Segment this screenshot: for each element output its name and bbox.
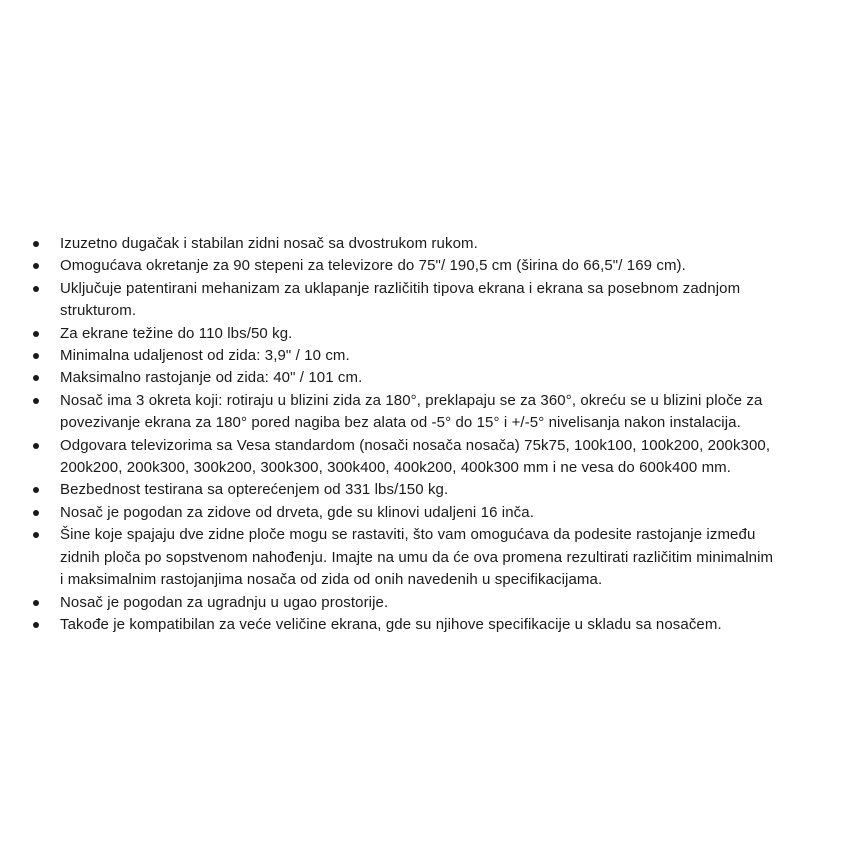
- feature-list: [28, 233, 828, 636]
- list-item: [28, 233, 828, 255]
- list-item: [28, 345, 828, 367]
- bullet-icon: [33, 353, 39, 359]
- text-line: Bezbednost testirana sa opterećenjem od 331 lbs/150 kg.: [60, 481, 449, 499]
- list-item-text: [60, 435, 828, 480]
- bullet-icon: [33, 398, 39, 404]
- text-line: Maksimalno rastojanje od zida: 40" / 101 cm.: [60, 369, 363, 387]
- bullet-icon: [33, 443, 39, 449]
- list-item-text: [60, 502, 828, 524]
- list-item-text: [60, 367, 828, 389]
- text-line: strukturom.: [60, 302, 137, 320]
- text-line: zidnih ploča po sopstvenom nahođenju. Imajte na umu da će ova promena rezultirati različitim minimalnim: [60, 548, 774, 566]
- list-item-text: [60, 390, 828, 435]
- text-line: Takođe je kompatibilan za veće veličine ekrana, gde su njihove specifikacije u skladu sa nosačem.: [60, 615, 722, 633]
- text-line: Omogućava okretanje za 90 stepeni za televizore do 75"/ 190,5 cm (širina do 66,5"/ 169 cm).: [60, 257, 686, 275]
- list-item: [28, 255, 828, 277]
- list-item: [28, 592, 828, 614]
- bullet-icon: [33, 532, 39, 538]
- list-item: [28, 367, 828, 389]
- text-line: Izuzetno dugačak i stabilan zidni nosač sa dvostrukom rukom.: [60, 235, 478, 252]
- text-line: Nosač je pogodan za zidove od drveta, gde su klinovi udaljeni 16 inča.: [60, 503, 534, 521]
- text-line: Minimalna udaljenost od zida: 3,9" / 10 cm.: [60, 347, 350, 365]
- bullet-icon: [33, 286, 39, 292]
- list-item: [28, 524, 828, 591]
- text-line: i maksimalnim rastojanjima nosača od zida od onih navedenih u specifikacijama.: [60, 571, 603, 589]
- list-item: [28, 390, 828, 435]
- text-line: povezivanje ekrana za 180° pored nagiba bez alata od -5° do 15° i +/-5° nivelisanja nakon instalacija.: [60, 414, 741, 432]
- bullet-icon: [33, 263, 39, 269]
- text-line: Za ekrane težine do 110 lbs/50 kg.: [60, 324, 293, 342]
- text-line: Nosač je pogodan za ugradnju u ugao prostorije.: [60, 593, 389, 611]
- list-item-text: [60, 233, 828, 255]
- bullet-icon: [33, 487, 39, 493]
- text-line: Odgovara televizorima sa Vesa standardom (nosači nosača nosača) 75k75, 100k100, 100k200, 200k300,: [60, 436, 771, 454]
- bullet-icon: [33, 331, 39, 337]
- list-item-text: [60, 479, 828, 501]
- list-item-text: [60, 345, 828, 367]
- list-item-text: [60, 592, 828, 614]
- list-item-text: [60, 614, 828, 636]
- list-item-text: [60, 255, 828, 277]
- text-line: Nosač ima 3 okreta koji: rotiraju u blizini zida za 180°, preklapaju se za 360°, okreću se u blizini ploče za: [60, 391, 763, 409]
- list-item-text: [60, 323, 828, 345]
- list-item: [28, 479, 828, 501]
- bullet-icon: [33, 600, 39, 606]
- text-line: 200k200, 200k300, 300k200, 300k300, 300k400, 400k200, 400k300 mm i ne vesa do 600k400 mm.: [60, 459, 732, 477]
- list-item: [28, 278, 828, 323]
- list-item-text: [60, 278, 828, 323]
- bullet-icon: [33, 375, 39, 381]
- list-item: [28, 502, 828, 524]
- list-item: [28, 323, 828, 345]
- text-line: Uključuje patentirani mehanizam za uklapanje različitih tipova ekrana i ekrana sa posebnom zadnjom: [60, 279, 741, 297]
- text-line: Šine koje spajaju dve zidne ploče mogu se rastaviti, što vam omogućava da podesite rastojanje između: [60, 526, 756, 544]
- list-item-text: [60, 524, 828, 591]
- list-item: [28, 435, 828, 480]
- bullet-icon: [33, 622, 39, 628]
- list-item: [28, 614, 828, 636]
- bullet-icon: [33, 510, 39, 516]
- bullet-icon: [33, 241, 39, 247]
